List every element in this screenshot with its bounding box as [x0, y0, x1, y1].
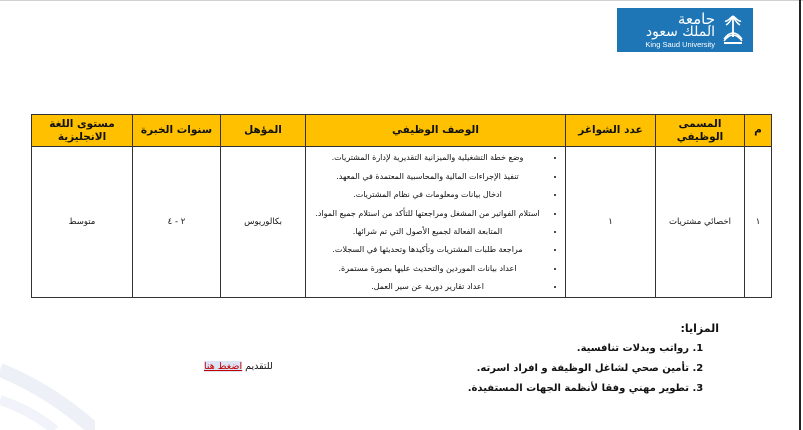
- duty-item: • اعداد بيانات الموردين والتحديث عليها بصورة مستمرة.: [310, 260, 545, 278]
- palm-swords-emblem-icon: [719, 13, 747, 47]
- duty-item: • المتابعة الفعالة لجميع الأصول التي تم شرائها.: [310, 223, 545, 241]
- header-experience: سنوات الخبرة: [133, 115, 221, 147]
- header-number: م: [745, 115, 772, 147]
- page-right-border: [799, 0, 801, 430]
- job-listing-table: [31, 114, 772, 298]
- university-logo: [617, 8, 753, 52]
- benefit-item: 3. تطوير مهني وفقا لأنظمة الجهات المستفيدة.: [468, 379, 689, 399]
- benefit-item: 2. تأمين صحي لشاغل الوظيفة و افراد اسرته.: [468, 359, 689, 379]
- duty-item: • وضع خطة التشغيلية والميزانية التقديرية لإدارة المشتريات.: [310, 149, 545, 167]
- header-english-level: مستوى اللغة الانجليزية: [32, 115, 133, 147]
- apply-line: [204, 361, 273, 372]
- row-number: ١: [745, 147, 772, 298]
- benefits-title: المزايا:: [680, 322, 719, 335]
- duty-item: • اعداد تقارير دورية عن سير العمل.: [310, 278, 545, 296]
- row-qualification: بكالوريوس: [221, 147, 306, 298]
- page-top-border: [0, 0, 803, 1]
- header-qualification: المؤهل: [221, 115, 306, 147]
- apply-label: للتقديم: [245, 361, 273, 372]
- benefit-item: 1. رواتب وبدلات تنافسية.: [468, 339, 689, 359]
- header-vacancies: عدد الشواغر: [566, 115, 656, 147]
- benefits-list: [468, 339, 719, 399]
- header-job-description: الوصف الوظيفي: [306, 115, 566, 147]
- apply-link[interactable]: اضغط هنا: [204, 361, 243, 372]
- benefits-section: [468, 322, 719, 399]
- row-vacancies: ١: [566, 147, 656, 298]
- logo-arabic-line1: جامعة: [677, 10, 715, 28]
- row-english-level: متوسط: [32, 147, 133, 298]
- duty-item: • مراجعة طلبات المشتريات وتأكيدها وتحديثها في السجلات.: [310, 241, 545, 259]
- header-job-title: المسمى الوظيفي: [656, 115, 745, 147]
- row-job-title: اخصائي مشتريات: [656, 147, 745, 298]
- duty-item: • تنفيذ الإجراءات المالية والمحاسبية المعتمدة في المعهد.: [310, 168, 545, 186]
- logo-english-name: King Saud University: [645, 40, 715, 49]
- row-job-description: [306, 147, 566, 298]
- duty-item: • ادخال بيانات ومعلومات في نظام المشتريات.: [310, 186, 545, 204]
- table-row: [32, 147, 772, 298]
- logo-arabic-line2: الملك سعود: [645, 24, 715, 40]
- decorative-curves: [0, 350, 95, 430]
- row-experience: ٢ - ٤: [133, 147, 221, 298]
- duty-item: • استلام الفواتير من المشغل ومراجعتها للتأكد من استلام جميع المواد.: [310, 205, 545, 223]
- duties-list: [310, 149, 557, 296]
- table-header-row: [32, 115, 772, 147]
